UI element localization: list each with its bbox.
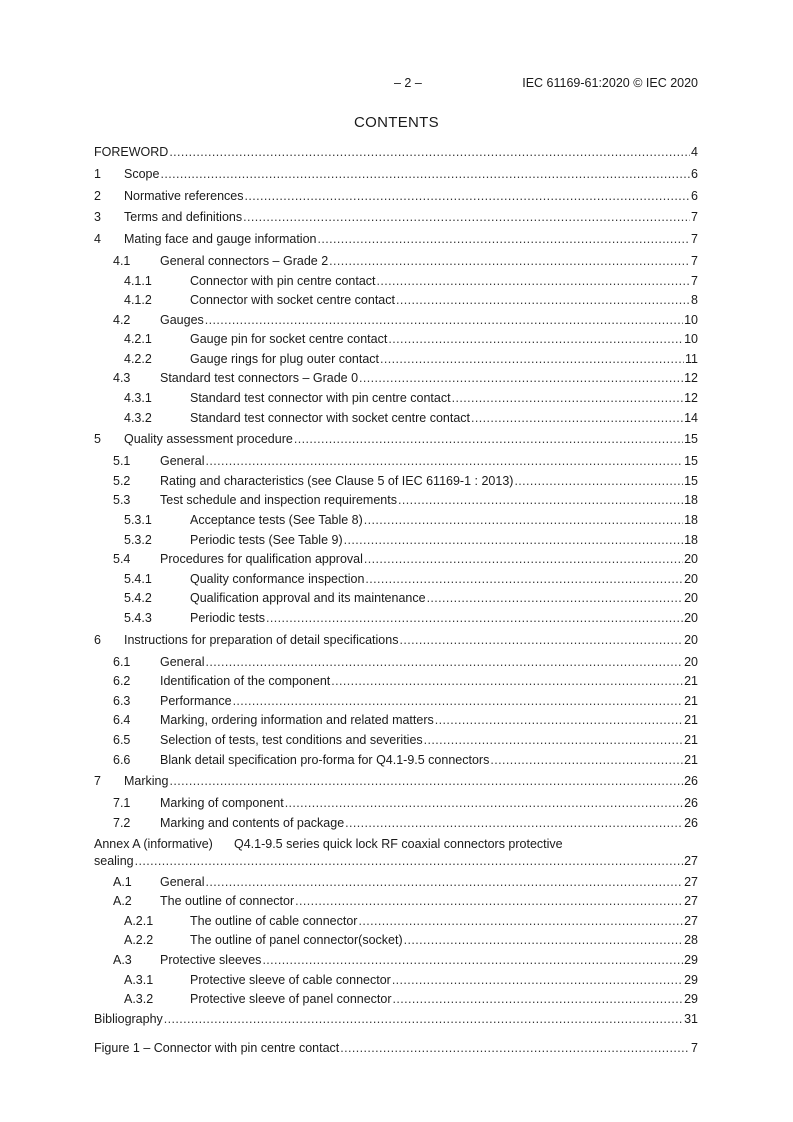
toc-entry[interactable] (94, 894, 698, 914)
toc-entry-text: The outline of cable connector (190, 913, 358, 928)
dot-leader (364, 513, 683, 527)
toc-entry-text: Standard test connector with socket centre contact (190, 410, 471, 425)
toc-entry-text: Protective sleeves (160, 953, 262, 967)
toc-entry-number: 6.4 (113, 713, 131, 728)
toc-entry-page: 29 (684, 992, 698, 1007)
dot-leader (205, 655, 683, 669)
toc-annex-list (94, 875, 698, 1012)
dot-leader (435, 713, 683, 727)
dot-leader (393, 992, 684, 1006)
toc-entry-number: 7.2 (113, 815, 131, 830)
toc-entry-number: 5.3 (113, 493, 131, 508)
toc-entry-number: 4.3.1 (124, 391, 152, 406)
toc-entry-number: 4.1.2 (124, 293, 152, 308)
dot-leader (169, 145, 690, 159)
toc-entry-text: Marking of component (160, 796, 284, 811)
dot-leader (160, 167, 690, 181)
toc-entry-number: 3 (94, 210, 101, 225)
toc-entry-number: 4.3 (113, 371, 131, 386)
toc-entry-page: 21 (684, 752, 698, 767)
toc-entry-page: 27 (684, 913, 698, 928)
toc-entry-text: Instructions for preparation of detail specifications (124, 632, 399, 647)
toc-entry-text: Identification of the component (160, 674, 331, 689)
toc-entry[interactable] (94, 513, 698, 533)
dot-leader (358, 914, 683, 928)
toc-entry-number: 7.1 (113, 796, 131, 811)
annex-label: Annex A (informative) (94, 837, 213, 852)
toc-annex-heading[interactable] (94, 837, 698, 854)
toc-entry[interactable] (94, 973, 698, 993)
toc-entry-page: 18 (684, 532, 698, 547)
toc-entry-number: 6.5 (113, 732, 131, 747)
toc-entry-page: 15 (684, 432, 698, 447)
toc-entry-text: Selection of tests, test conditions and severities (160, 732, 423, 747)
toc-entry-number: 5.4 (113, 552, 131, 567)
toc-entry-page: 20 (684, 591, 698, 606)
toc-entry-text: FOREWORD (94, 145, 169, 159)
toc-entry-text: Protective sleeve of panel connector (190, 992, 392, 1007)
toc-entry-number: 1 (94, 166, 101, 181)
toc-entry-text: Quality conformance inspection (190, 571, 365, 586)
toc-entry[interactable] (94, 694, 698, 714)
toc-entry-page: 27 (684, 854, 698, 869)
page-title: CONTENTS (354, 114, 439, 131)
toc-entry[interactable] (94, 210, 698, 230)
toc-entry-number: 5.2 (113, 473, 131, 488)
toc-entry-page: 21 (684, 732, 698, 747)
dot-leader (164, 1012, 683, 1026)
dot-leader (295, 894, 683, 908)
dot-leader (490, 753, 683, 767)
dot-leader (399, 633, 683, 647)
dot-leader (380, 352, 684, 366)
toc-entry-text: Normative references (124, 188, 244, 203)
toc-entry[interactable] (94, 611, 698, 631)
toc-entry-number: 6 (94, 632, 101, 647)
toc-entry-page: 20 (684, 654, 698, 669)
toc-entry[interactable] (94, 232, 698, 252)
toc-entry-page: 10 (684, 312, 698, 327)
dot-leader (169, 774, 683, 788)
toc-entry[interactable] (94, 875, 698, 895)
toc-entry[interactable] (94, 352, 698, 372)
toc-entry-page: 6 (691, 188, 698, 203)
dot-leader (452, 391, 684, 405)
table-of-contents (94, 145, 698, 1031)
toc-entry-page: 14 (684, 410, 698, 425)
dot-leader (514, 474, 683, 488)
toc-entry-page: 21 (684, 674, 698, 689)
dot-leader (344, 533, 683, 547)
dot-leader (404, 933, 683, 947)
toc-entry[interactable] (94, 713, 698, 733)
toc-entry-text: General connectors – Grade 2 (160, 253, 329, 268)
toc-entry[interactable] (94, 953, 698, 973)
toc-entry-text: The outline of connector (160, 894, 295, 909)
toc-entry[interactable] (94, 189, 698, 209)
toc-entry-text: Gauges (160, 312, 204, 327)
toc-entry-page: 7 (691, 232, 698, 247)
toc-entry-number: A.2.2 (124, 933, 154, 948)
toc-entry-text: Scope (124, 166, 160, 181)
dot-leader (388, 332, 683, 346)
dot-leader (471, 411, 683, 425)
dot-leader (262, 953, 683, 967)
annex-title-line1: Q4.1-9.5 series quick lock RF coaxial connectors protective (234, 837, 563, 852)
toc-entry-number: A.3.1 (124, 972, 154, 987)
dot-leader (294, 432, 683, 446)
toc-entry[interactable] (94, 332, 698, 352)
toc-entry[interactable] (94, 391, 698, 411)
toc-entry[interactable] (94, 914, 698, 934)
toc-entry-number: 6.1 (113, 654, 131, 669)
toc-entry-page: 12 (684, 371, 698, 386)
toc-entry[interactable] (94, 432, 698, 452)
dot-leader (340, 1041, 690, 1055)
toc-entry-page: 29 (684, 953, 698, 967)
toc-entry-page: 4 (691, 145, 698, 159)
toc-entry-page: 21 (684, 693, 698, 708)
toc-entry-text: Test schedule and inspection requirements (160, 493, 397, 508)
toc-entry-text: Connector with socket centre contact (190, 293, 395, 308)
toc-entry-number: A.3 (113, 953, 132, 967)
toc-entry-number: 7 (94, 774, 101, 789)
toc-entry-foreword[interactable] (94, 145, 698, 165)
toc-entry-number: 4.2.2 (124, 351, 152, 366)
toc-entry-page: 7 (691, 273, 698, 288)
toc-entry-page: 7 (691, 253, 698, 268)
toc-entry[interactable] (94, 992, 698, 1012)
toc-entry[interactable] (94, 933, 698, 953)
toc-entry-text: Rating and characteristics (see Clause 5 of IEC 61169-1 : 2013) (160, 473, 514, 488)
toc-entry-text: Standard test connectors – Grade 0 (160, 371, 359, 386)
dot-leader (266, 611, 683, 625)
dot-leader (243, 210, 690, 224)
toc-entry-text: Acceptance tests (See Table 8) (190, 513, 363, 527)
toc-entry[interactable] (94, 474, 698, 494)
toc-entry-number: A.3.2 (124, 992, 154, 1007)
toc-entry-number: 6.6 (113, 752, 131, 767)
toc-entry[interactable] (94, 655, 698, 675)
toc-entry-text: Terms and definitions (124, 210, 243, 225)
toc-entry-number: 4.1.1 (124, 273, 152, 288)
dot-leader (233, 694, 684, 708)
dot-leader (345, 816, 683, 830)
dot-leader (285, 796, 683, 810)
toc-entry-number: A.2.1 (124, 913, 154, 928)
toc-entry-page: 8 (691, 293, 698, 308)
toc-entry[interactable] (94, 796, 698, 816)
dot-leader (377, 274, 691, 288)
toc-section-list (94, 167, 698, 835)
toc-entry-text: General (160, 454, 205, 469)
toc-entry-page: 18 (684, 493, 698, 508)
toc-entry-page: 29 (684, 972, 698, 987)
toc-entry-page: 31 (684, 1011, 698, 1026)
dot-leader (364, 552, 683, 566)
list-of-figures (94, 1041, 698, 1061)
toc-entry-text: Gauge pin for socket centre contact (190, 332, 388, 347)
toc-entry-number: A.1 (113, 874, 132, 889)
toc-entry-text: Qualification approval and its maintenance (190, 591, 426, 606)
toc-entry-page: 28 (684, 933, 698, 948)
toc-entry[interactable] (94, 254, 698, 274)
toc-entry[interactable] (94, 733, 698, 753)
toc-entry-page: 26 (684, 815, 698, 830)
toc-entry-bibliography[interactable] (94, 1012, 698, 1032)
toc-entry-number: 6.3 (113, 693, 131, 708)
toc-entry-text: Marking and contents of package (160, 815, 345, 830)
toc-entry-number: 4.2 (113, 312, 131, 327)
toc-entry-text: Blank detail specification pro-forma for Q4.1-9.5 connectors (160, 752, 490, 767)
toc-entry[interactable] (94, 533, 698, 553)
toc-entry-number: 5.1 (113, 454, 131, 469)
toc-entry-number: 5.3.1 (124, 513, 152, 527)
toc-entry-text: The outline of panel connector(socket) (190, 933, 403, 948)
toc-entry-number: 4 (94, 232, 101, 247)
toc-entry-number: 4.1 (113, 253, 131, 268)
dot-leader (392, 973, 683, 987)
toc-entry-number: 5.4.3 (124, 610, 152, 625)
toc-entry-number: A.2 (113, 894, 132, 909)
toc-entry-text: Procedures for qualification approval (160, 552, 363, 567)
toc-entry[interactable] (94, 674, 698, 694)
toc-entry-text: Connector with pin centre contact (190, 273, 376, 288)
toc-entry-number: 5.4.1 (124, 571, 152, 586)
toc-entry-text: Marking, ordering information and related matters (160, 713, 434, 728)
toc-entry-number: 5.3.2 (124, 532, 152, 547)
dot-leader (424, 733, 683, 747)
toc-entry-page: 6 (691, 166, 698, 181)
toc-entry-page: 7 (691, 210, 698, 225)
toc-entry-page: 26 (684, 796, 698, 811)
figure-entry-text: Figure 1 – Connector with pin centre contact (94, 1041, 340, 1055)
dot-leader (329, 254, 690, 268)
toc-entry[interactable] (94, 313, 698, 333)
toc-entry-text: General (160, 874, 205, 889)
toc-entry-number: 6.2 (113, 674, 131, 689)
toc-entry[interactable] (94, 552, 698, 572)
toc-entry-page: 15 (684, 454, 698, 469)
toc-entry[interactable] (94, 816, 698, 836)
toc-entry-page: 20 (684, 632, 698, 647)
toc-entry[interactable] (94, 493, 698, 513)
toc-entry-text: Bibliography (94, 1011, 163, 1026)
toc-entry-page: 26 (684, 774, 698, 789)
figure-entry-page: 7 (691, 1041, 698, 1055)
toc-annex-heading-cont[interactable] (94, 854, 698, 872)
toc-entry-page: 21 (684, 713, 698, 728)
page-number: – 2 – (394, 76, 422, 90)
toc-entry-page: 10 (684, 332, 698, 347)
figure-entry[interactable] (94, 1041, 698, 1061)
dot-leader (331, 674, 683, 688)
toc-entry-text: Gauge rings for plug outer contact (190, 351, 380, 366)
toc-entry-number: 5 (94, 432, 101, 447)
toc-entry-page: 20 (684, 552, 698, 567)
toc-entry-page: 18 (684, 513, 698, 527)
toc-entry-text: Quality assessment procedure (124, 432, 293, 447)
toc-entry-page: 12 (684, 391, 698, 406)
dot-leader (427, 591, 684, 605)
annex-title-line2: sealing (94, 854, 134, 869)
dot-leader (205, 875, 683, 889)
toc-entry-number: 4.3.2 (124, 410, 152, 425)
toc-entry[interactable] (94, 293, 698, 313)
toc-entry-page: 20 (684, 610, 698, 625)
toc-entry-text: Marking (124, 774, 169, 789)
toc-entry[interactable] (94, 572, 698, 592)
toc-entry-number: 4.2.1 (124, 332, 152, 347)
document-id: IEC 61169-61:2020 © IEC 2020 (522, 76, 698, 90)
toc-entry[interactable] (94, 274, 698, 294)
dot-leader (318, 232, 691, 246)
dot-leader (398, 493, 683, 507)
dot-leader (245, 189, 691, 203)
toc-entry-number: 5.4.2 (124, 591, 152, 606)
dot-leader (359, 371, 683, 385)
toc-entry-page: 15 (684, 473, 698, 488)
toc-entry-page: 11 (685, 351, 698, 366)
page-header (94, 76, 698, 92)
toc-entry-text: Standard test connector with pin centre contact (190, 391, 451, 406)
toc-entry-page: 27 (684, 894, 698, 909)
toc-entry-text: Mating face and gauge information (124, 232, 317, 247)
toc-entry[interactable] (94, 633, 698, 653)
toc-entry-page: 20 (684, 571, 698, 586)
toc-entry[interactable] (94, 591, 698, 611)
dot-leader (135, 854, 683, 868)
toc-entry-text: General (160, 654, 205, 669)
toc-entry-text: Performance (160, 693, 232, 708)
toc-entry-number: 2 (94, 188, 101, 203)
dot-leader (365, 572, 683, 586)
dot-leader (205, 454, 683, 468)
dot-leader (205, 313, 683, 327)
toc-entry[interactable] (94, 371, 698, 391)
toc-entry[interactable] (94, 167, 698, 187)
toc-entry-page: 27 (684, 874, 698, 889)
toc-entry[interactable] (94, 411, 698, 431)
toc-entry[interactable] (94, 774, 698, 794)
toc-entry[interactable] (94, 454, 698, 474)
dot-leader (396, 293, 690, 307)
toc-entry-text: Protective sleeve of cable connector (190, 972, 391, 987)
toc-entry[interactable] (94, 753, 698, 773)
toc-entry-text: Periodic tests (190, 610, 266, 625)
toc-entry-text: Periodic tests (See Table 9) (190, 532, 343, 547)
